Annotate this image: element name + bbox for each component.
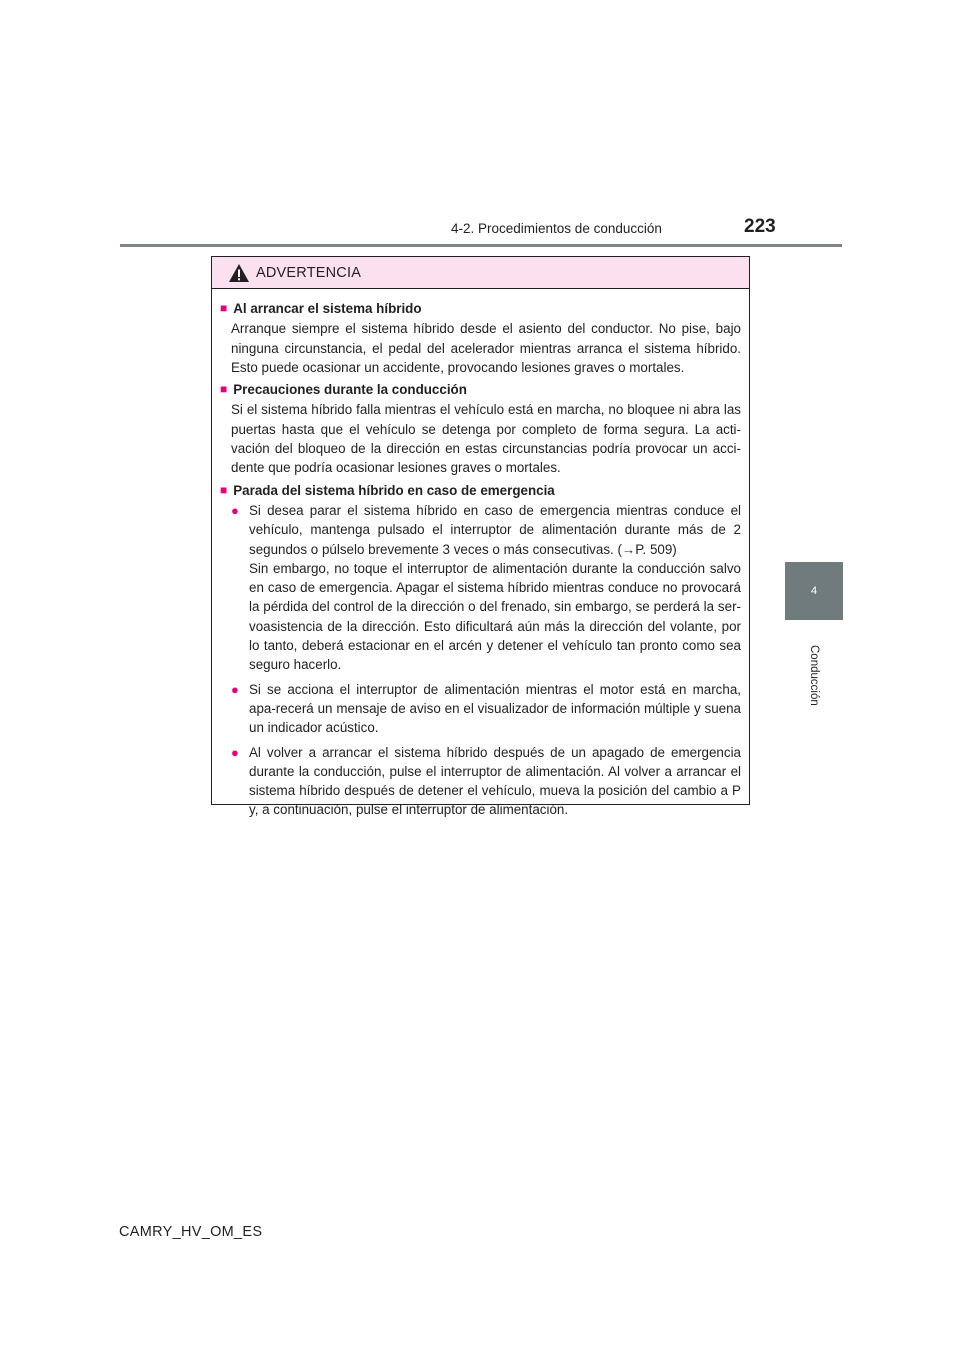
warning-section [220, 481, 741, 820]
section-text: Si el sistema híbrido falla mientras el vehículo está en marcha, no bloquee ni abra las puertas hasta que el vehículo se detenga por completo de forma segura. La acti-vación del bloqueo de la dirección en estas circunstancias podría provocar un acci-dente que podría ocasionar lesiones graves o mortales. [231, 402, 741, 476]
section-text: Arranque siempre el sistema híbrido desde el asiento del conductor. No pise, bajo ninguna circunstancia, el pedal del acelerador mientras arranca el sistema híbrido. Esto puede ocasionar un accidente, provocando lesiones graves o mortales. [231, 321, 741, 375]
warning-header [212, 257, 749, 289]
circle-bullet-icon: ● [231, 681, 239, 697]
chapter-name: Conducción [808, 644, 820, 706]
list-item [220, 501, 741, 675]
section-title: Parada del sistema híbrido en caso de emergencia [233, 482, 555, 498]
page-number: 223 [744, 216, 776, 237]
circle-bullet-icon: ● [231, 502, 239, 518]
list-item [220, 680, 741, 738]
warning-box [211, 256, 750, 818]
square-bullet-icon: ■ [220, 301, 228, 315]
warning-triangle-icon [228, 263, 250, 283]
section-heading [220, 380, 741, 399]
square-bullet-icon: ■ [220, 482, 228, 497]
list-item-text: Sin embargo, no toque el interruptor de alimentación durante la conducción salvo en caso de emergencia. Apagar el sistema híbrido mientras conduce no provocará la pérdida del control de la dirección o del frenado, sin embargo, se perderá la ser-voasistencia de la dirección. Esto dificultará aún más la dirección del volante, por lo tanto, deberá estacionar en el arcén y detener el vehículo tan pronto como sea seguro hacerlo. [249, 560, 741, 673]
section-title: Al arrancar el sistema híbrido [233, 301, 422, 316]
section-heading [220, 299, 741, 318]
chapter-number: 4 [810, 585, 818, 597]
circle-bullet-icon: ● [231, 744, 239, 760]
warning-body [212, 289, 749, 820]
warning-section [220, 380, 741, 477]
square-bullet-icon: ■ [220, 382, 228, 397]
list-item-text: Si se acciona el interruptor de alimentación mientras el motor está en marcha, apa-recerá un mensaje de aviso en el visualizador de información múltiple y suena un indicador acústico. [249, 681, 741, 736]
header-section-title: 4-2. Procedimientos de conducción [451, 221, 662, 236]
list-item-text: Al volver a arrancar el sistema híbrido después de un apagado de emergencia durante la conducción, pulse el interruptor de alimentación. Al volver a arrancar el sistema híbrido después de detener el vehículo, mueva la posición del cambio a P y, a continuación, pulse el interruptor de alimentación. [249, 744, 741, 818]
section-title: Precauciones durante la conducción [233, 382, 467, 398]
header-rule [120, 244, 842, 247]
warning-section [220, 299, 741, 377]
footer-model-code: CAMRY_HV_OM_ES [119, 1224, 263, 1240]
list-item-text: Si desea parar el sistema híbrido en caso de emergencia mientras conduce el vehículo, mantenga pulsado el interruptor de alimentación durante más de 2 segundos o púlselo brevemente 3 veces o más consecutivas. (→P. 509) [249, 502, 741, 557]
chapter-tab [785, 562, 843, 620]
list-item [220, 743, 741, 820]
section-heading [220, 481, 741, 500]
warning-title: ADVERTENCIA [256, 264, 362, 281]
